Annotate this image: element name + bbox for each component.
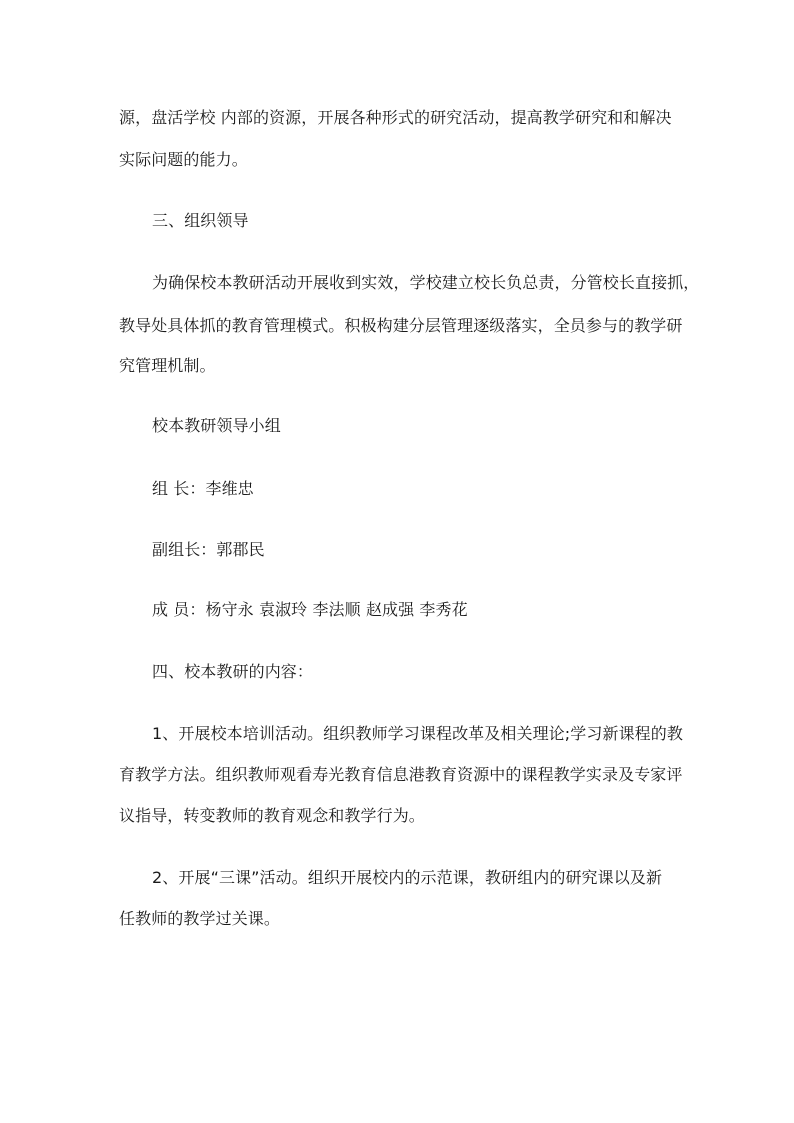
team-members: 成 员：杨守永 袁淑玲 李法顺 赵成强 李秀花 [152,600,468,619]
section-heading: 三、组织领导 [152,211,249,230]
paragraph-line: 教导处具体抓的教育管理模式。积极构建分层管理逐级落实，全员参与的教学研 [119,316,683,335]
team-leader: 组 长：李维忠 [152,479,254,498]
paragraph-line: 2、开展“三课”活动。组织开展校内的示范课，教研组内的研究课以及新 [152,868,663,887]
paragraph-line: 源，盘活学校 内部的资源，开展各种形式的研究活动，提高教学研究和和解决 [119,108,672,127]
paragraph-line: 1、开展校本培训活动。组织教师学习课程改革及相关理论;学习新课程的教 [152,724,683,743]
team-deputy: 副组长：郭郡民 [152,540,265,559]
section-heading: 四、校本教研的内容： [152,662,314,681]
paragraph-line: 育教学方法。组织教师观看寿光教育信息港教育资源中的课程教学实录及专家评 [119,765,683,784]
paragraph-line: 实际问题的能力。 [119,150,248,169]
paragraph-line: 为确保校本教研活动开展收到实效，学校建立校长负总责，分管校长直接抓， [152,273,700,292]
subheading: 校本教研领导小组 [152,416,281,435]
paragraph-line: 任教师的教学过关课。 [119,909,281,928]
paragraph-line: 究管理机制。 [119,356,216,375]
paragraph-line: 议指导，转变教师的教育观念和教学行为。 [119,806,425,825]
